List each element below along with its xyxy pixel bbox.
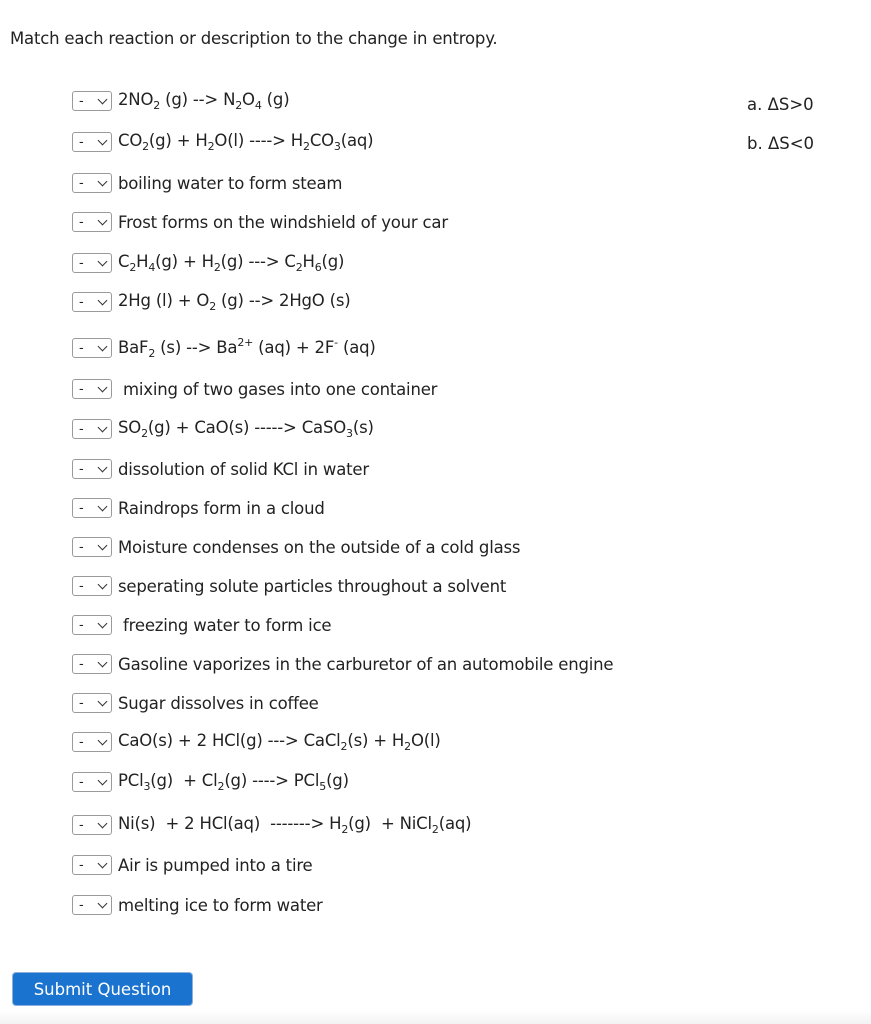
text-segment: BaF [118,338,149,357]
text-segment: (aq) [438,814,472,833]
select-value: - [79,656,84,672]
item-text [118,213,448,232]
subscript: 2 [295,261,303,274]
answer-select[interactable] [72,576,112,596]
chevron-down-icon [98,696,108,706]
text-segment: (g) [321,252,345,271]
text-segment: O(l) [410,731,441,750]
text-segment: melting ice to form water [118,895,323,915]
match-item [72,575,506,597]
answer-select[interactable] [72,772,112,792]
select-value: - [79,817,84,833]
subscript: 2 [153,99,161,112]
select-value: - [79,695,84,711]
answer-select[interactable] [72,895,112,915]
subscript: 2 [217,780,225,793]
item-text [118,252,344,274]
item-text [118,499,325,518]
item-text [118,90,289,112]
select-value: - [79,381,84,397]
match-item [72,854,313,876]
text-segment: O [242,90,255,109]
match-item [72,172,342,194]
item-text [118,538,520,557]
text-segment: (g) [326,771,349,790]
text-segment: PCl [118,771,144,790]
text-segment: (aq) + 2F [253,338,335,357]
match-item [72,614,331,636]
text-segment: H [302,252,315,271]
answer-option-a: a. ΔS>0 [747,95,814,114]
text-segment: H [136,252,149,271]
chevron-down-icon [98,462,108,472]
subscript: 3 [333,140,341,153]
text-segment: (g) ---> C [220,252,296,271]
match-item [72,252,344,274]
text-segment: CO [118,131,143,150]
text-segment: mixing of two gases into one container [118,379,438,399]
submit-question-button[interactable]: Submit Question [12,972,193,1006]
match-item [72,131,373,153]
text-segment: 2NO [118,90,154,109]
text-segment: Sugar dissolves in coffee [118,693,319,713]
match-item [72,497,325,519]
text-segment: (s) --> Ba [155,338,238,357]
text-segment: (s) [352,418,374,437]
match-item [72,814,471,836]
answer-select[interactable] [72,132,112,152]
answer-select[interactable] [72,815,112,835]
select-value: - [79,175,84,191]
text-segment: (g) + H [148,131,208,150]
chevron-down-icon [98,501,108,511]
text-segment: (aq) [337,338,376,357]
item-text [118,336,376,360]
select-value: - [79,214,84,230]
match-item [72,653,613,675]
match-item [72,458,369,480]
page-footer [0,1010,871,1024]
item-text [118,814,471,836]
chevron-down-icon [98,422,108,432]
chevron-down-icon [98,215,108,225]
chevron-down-icon [98,818,108,828]
chevron-down-icon [98,898,108,908]
subscript: 2 [431,823,439,836]
answer-select[interactable] [72,212,112,232]
answer-select[interactable] [72,91,112,111]
item-text [118,616,331,635]
match-item [72,894,323,916]
text-segment: (aq) [340,131,374,150]
text-segment: Frost forms on the windshield of your car [118,212,448,232]
text-segment: CaO(s) + 2 HCl(g) ---> CaCl [118,731,341,750]
item-text [118,460,369,479]
text-segment: (g) [261,90,290,109]
select-value: - [79,461,84,477]
answer-select[interactable] [72,419,112,439]
answer-select[interactable] [72,615,112,635]
answer-option-b: b. ΔS<0 [747,134,815,153]
text-segment: Ni(s) + 2 HCl(aq) -------> H [118,814,342,833]
text-segment: Gasoline vaporizes in the carburetor of an automobile engine [118,654,614,674]
answer-select[interactable] [72,693,112,713]
match-item [72,771,349,793]
chevron-down-icon [98,735,108,745]
chevron-down-icon [98,540,108,550]
select-value: - [79,294,84,310]
subscript: 2 [148,347,156,360]
chevron-down-icon [98,579,108,589]
text-segment: Raindrops form in a cloud [118,498,325,518]
select-value: - [79,421,84,437]
select-value: - [79,500,84,516]
text-segment: C [118,252,130,271]
chevron-down-icon [98,341,108,351]
chevron-down-icon [98,295,108,305]
text-segment: (g) --> 2HgO (s) [216,291,351,310]
item-text [118,771,349,793]
match-item [72,418,374,440]
subscript: 2 [404,740,411,753]
subscript: 2 [341,823,349,836]
answer-select[interactable] [72,253,112,273]
answer-select[interactable] [72,654,112,674]
select-value: - [79,857,84,873]
select-value: - [79,340,84,356]
item-text [118,694,319,713]
text-segment: (g) + H [155,252,214,271]
subscript: 4 [254,99,262,112]
item-text [118,731,441,753]
text-segment: O(l) ----> H [214,131,303,150]
subscript: 2 [209,300,216,313]
answer-select[interactable] [72,498,112,518]
select-value: - [79,539,84,555]
text-segment: dissolution of solid KCl in water [118,459,369,479]
subscript: 4 [148,261,156,274]
select-value: - [79,255,84,271]
text-segment: freezing water to form ice [118,615,332,635]
select-value: - [79,897,84,913]
superscript: - [334,336,338,349]
chevron-down-icon [98,382,108,392]
text-segment: Air is pumped into a tire [118,855,313,875]
match-item [72,731,441,753]
text-segment: CO [309,131,334,150]
subscript: 2 [213,261,221,274]
select-value: - [79,93,84,109]
chevron-down-icon [98,176,108,186]
text-segment: Moisture condenses on the outside of a cold glass [118,537,521,557]
subscript: 2 [235,99,243,112]
text-segment: (g) --> N [160,90,236,109]
item-text [118,174,342,193]
text-segment: (g) + Cl [150,771,218,790]
select-value: - [79,578,84,594]
item-text [118,131,373,153]
select-value: - [79,134,84,150]
subscript: 2 [142,140,149,153]
chevron-down-icon [98,135,108,145]
subscript: 2 [340,740,348,753]
subscript: 2 [129,261,137,274]
text-segment: (g) + CaO(s) -----> CaSO [147,418,347,437]
match-item [72,211,448,233]
text-segment: (s) + H [347,731,405,750]
select-value: - [79,617,84,633]
answer-select[interactable] [72,459,112,479]
subscript: 5 [319,780,327,793]
text-segment: 2Hg (l) + O [118,291,210,310]
item-text [118,418,374,440]
chevron-down-icon [98,657,108,667]
question-prompt: Match each reaction or description to the change in entropy. [10,29,498,48]
match-item [72,337,376,359]
chevron-down-icon [98,94,108,104]
text-segment: (g) + NiCl [348,814,432,833]
answer-select[interactable] [72,173,112,193]
select-value: - [79,734,84,750]
match-item [72,378,437,400]
match-item [72,692,319,714]
item-text [118,577,506,596]
superscript: 2+ [237,336,254,349]
subscript: 2 [207,140,215,153]
select-value: - [79,774,84,790]
answer-select[interactable] [72,292,112,312]
subscript: 3 [143,780,151,793]
answer-select[interactable] [72,732,112,752]
text-segment: SO [118,418,142,437]
subscript: 2 [303,140,310,153]
answer-select[interactable] [72,338,112,358]
chevron-down-icon [98,775,108,785]
item-text [118,380,437,399]
text-segment: boiling water to form steam [118,173,343,193]
text-segment: seperating solute particles throughout a solvent [118,576,507,596]
answer-select[interactable] [72,855,112,875]
subscript: 6 [314,261,322,274]
match-item [72,291,351,313]
text-segment: (g) ----> PCl [224,771,320,790]
match-item [72,90,289,112]
subscript: 3 [346,427,353,440]
chevron-down-icon [98,618,108,628]
item-text [118,655,613,674]
chevron-down-icon [98,858,108,868]
chevron-down-icon [98,256,108,266]
answer-select[interactable] [72,537,112,557]
subscript: 2 [141,427,148,440]
item-text [118,291,351,313]
match-item [72,536,520,558]
item-text [118,856,313,875]
item-text [118,896,323,915]
answer-select[interactable] [72,379,112,399]
